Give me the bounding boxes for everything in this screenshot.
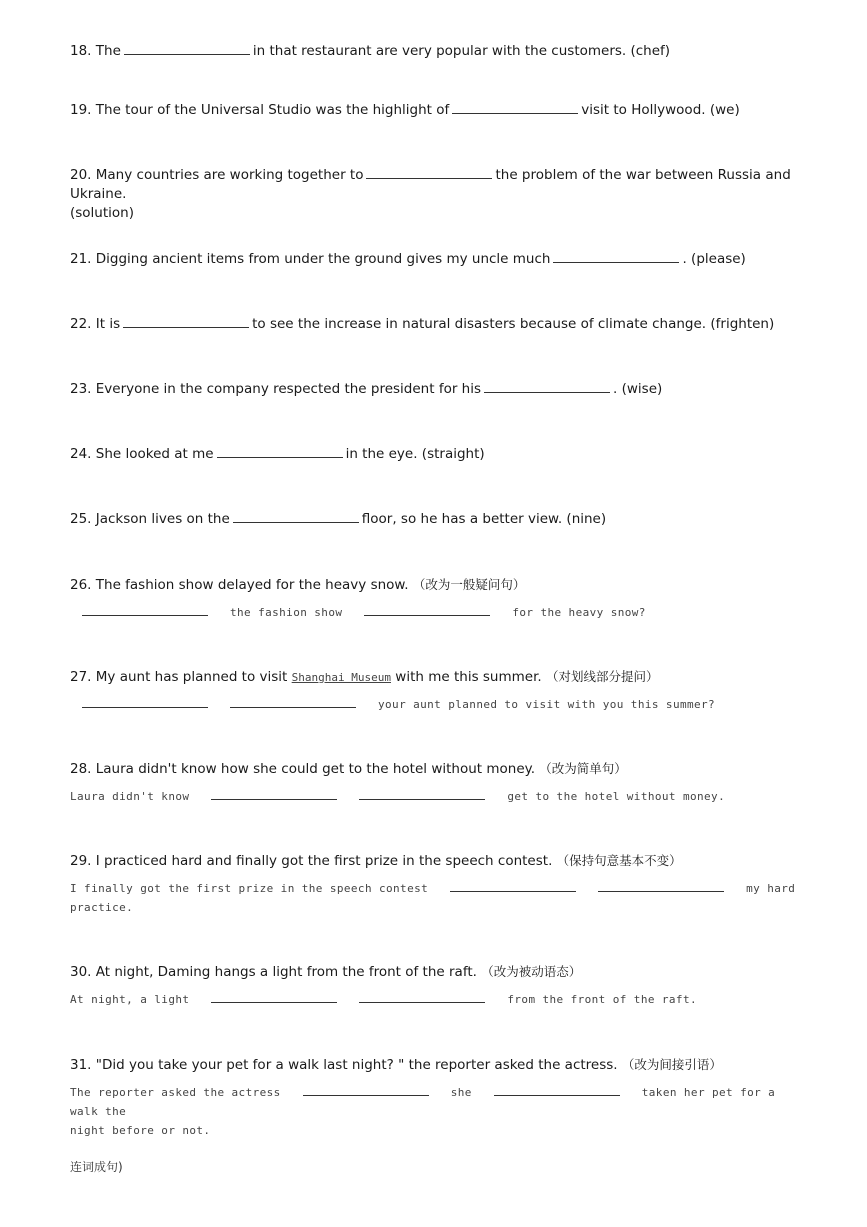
question-21: 21. Digging ancient items from under the ground gives my uncle much . (please) — [70, 251, 746, 267]
question-30: 30. At night, Daming hangs a light from the front of the raft. （改为被动语态） At night, a light from the front of the raft. — [70, 964, 697, 1006]
answer-blank[interactable] — [484, 380, 610, 393]
answer-blank[interactable] — [359, 990, 485, 1003]
answer-blank[interactable] — [233, 510, 359, 523]
question-23: 23. Everyone in the company respected the president for his . (wise) — [70, 381, 663, 397]
answer-blank[interactable] — [124, 42, 250, 55]
answer-blank[interactable] — [366, 166, 492, 179]
answer-blank[interactable] — [230, 695, 356, 708]
answer-blank[interactable] — [598, 879, 724, 892]
question-27: 27. My aunt has planned to visit Shanghai Museum with me this summer. （对划线部分提问） your aunt planned to visit with you this summer? — [70, 669, 716, 711]
answer-blank[interactable] — [553, 250, 679, 263]
answer-blank[interactable] — [364, 603, 490, 616]
question-24: 24. She looked at me in the eye. (straight) — [70, 446, 485, 462]
underlined-phrase: Shanghai Museum — [291, 671, 391, 684]
answer-blank[interactable] — [211, 990, 337, 1003]
answer-blank[interactable] — [303, 1083, 429, 1096]
question-29: 29. I practiced hard and finally got the first prize in the speech contest. （保持句意基本不变） I finally got the first prize in the speech contest my hard practice. — [70, 853, 796, 914]
question-26: 26. The fashion show delayed for the heavy snow. （改为一般疑问句） the fashion show for the heavy snow? — [70, 577, 646, 619]
answer-blank[interactable] — [123, 315, 249, 328]
question-18: 18. The in that restaurant are very popular with the customers. (chef) — [70, 43, 671, 59]
question-22: 22. It is to see the increase in natural disasters because of climate change. (frighten) — [70, 316, 775, 332]
answer-blank[interactable] — [82, 695, 208, 708]
answer-blank[interactable] — [82, 603, 208, 616]
question-25: 25. Jackson lives on the floor, so he has a better view. (nine) — [70, 511, 607, 527]
answer-blank[interactable] — [217, 445, 343, 458]
question-20: 20. Many countries are working together to the problem of the war between Russia and Ukraine. (solution) — [70, 167, 791, 221]
answer-blank[interactable] — [494, 1083, 620, 1096]
answer-blank[interactable] — [452, 101, 578, 114]
answer-blank[interactable] — [211, 787, 337, 800]
answer-blank[interactable] — [450, 879, 576, 892]
question-19: 19. The tour of the Universal Studio was the highlight of visit to Hollywood. (we) — [70, 102, 740, 118]
question-28: 28. Laura didn't know how she could get to the hotel without money. （改为简单句） Laura didn't know get to the hotel without money. — [70, 761, 726, 803]
answer-blank[interactable] — [359, 787, 485, 800]
section-footer: 连词成句) — [70, 1160, 123, 1174]
question-31: 31. "Did you take your pet for a walk last night? " the reporter asked the actress. （改为间接引语） The reporter asked the actress she taken her pet for a walk the night before or not. — [70, 1057, 776, 1137]
